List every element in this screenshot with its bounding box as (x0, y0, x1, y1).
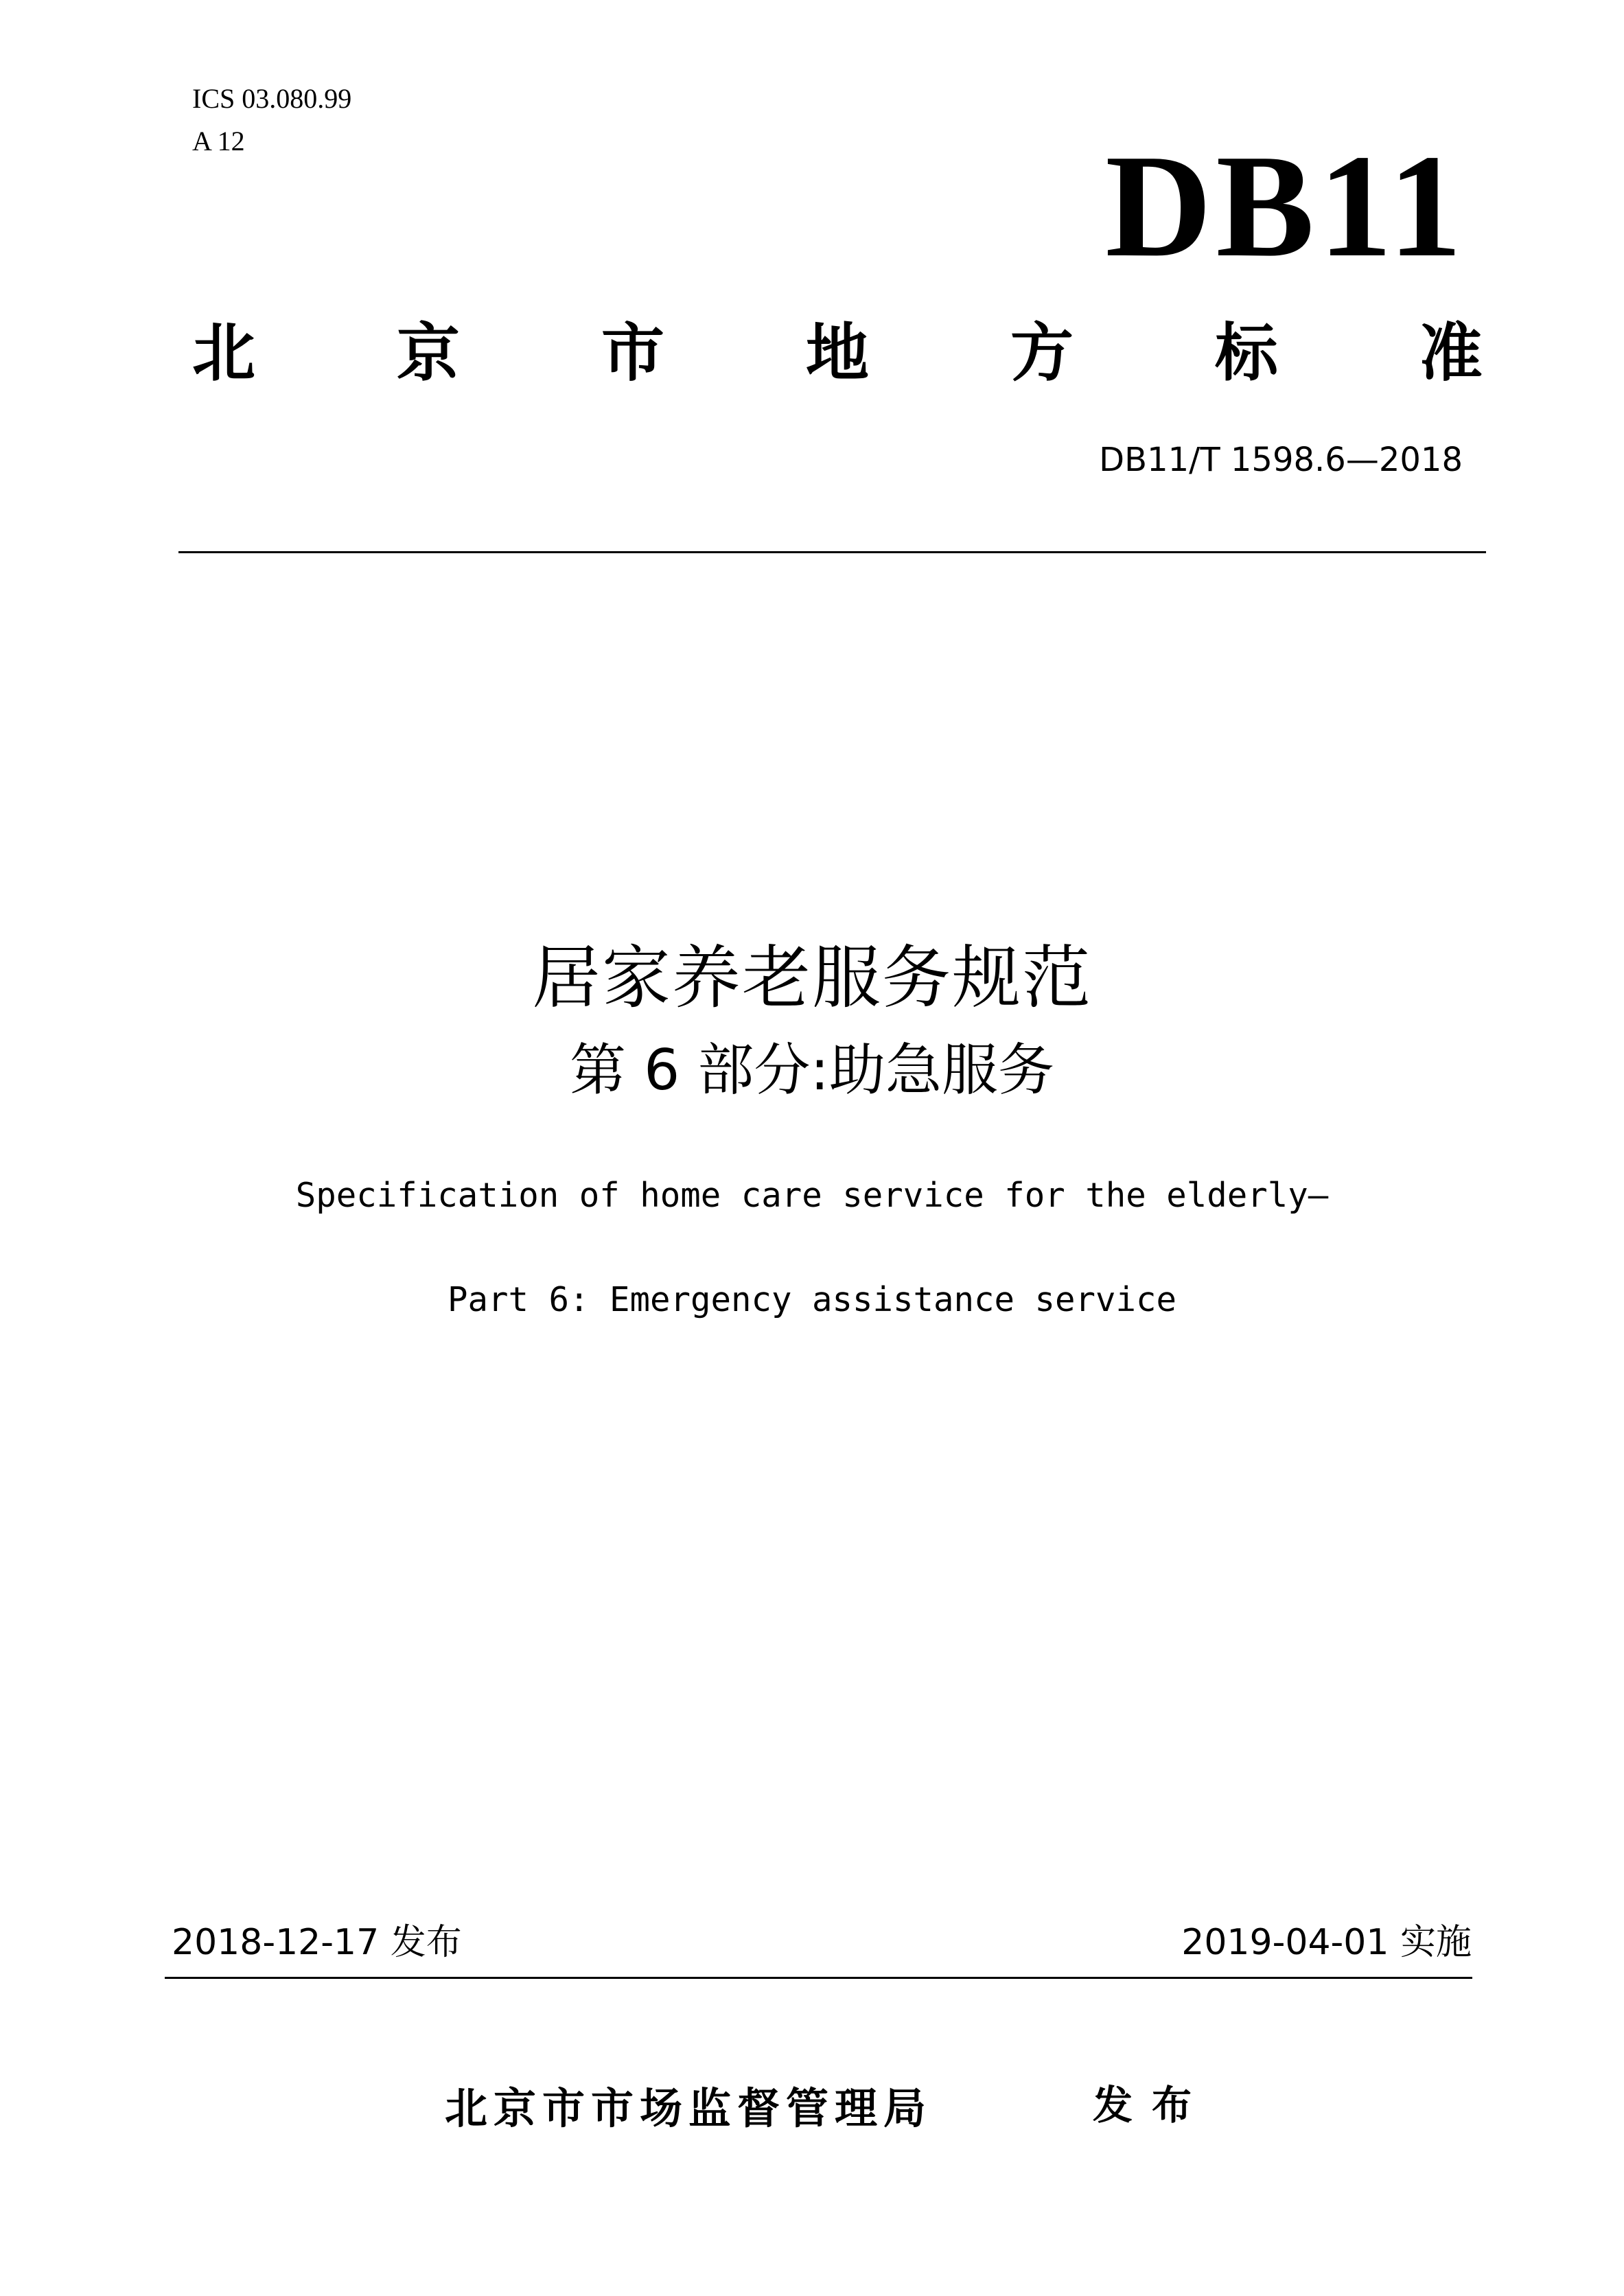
title-english: Specification of home care service for the elderly— (295, 1176, 1329, 1215)
issue-date: 2018-12-17 发布 (172, 1922, 462, 1963)
part-title-english: Part 6: Emergency assistance service (447, 1280, 1177, 1319)
category-char: 准 (1419, 316, 1483, 390)
publish-label: 发布 (1093, 2082, 1211, 2129)
category-char: 方 (1010, 316, 1074, 390)
header-divider (178, 551, 1486, 553)
title-chinese: 居家养老服务规范 (532, 938, 1092, 1018)
footer-divider (165, 1977, 1472, 1979)
category-char: 北 (192, 316, 256, 390)
part-title-chinese: 第 6 部分:助急服务 (570, 1038, 1054, 1103)
ics-code: ICS 03.080.99 (192, 83, 352, 114)
category-char: 京 (396, 316, 460, 390)
standard-number: DB11/T 1598.6—2018 (1099, 441, 1463, 479)
db11-logo: DB11 (1105, 124, 1466, 288)
ccs-code: A 12 (192, 126, 245, 156)
category-char: 标 (1214, 316, 1278, 390)
implementation-date: 2019-04-01 实施 (1181, 1922, 1472, 1963)
category-char: 市 (601, 316, 664, 390)
category-char: 地 (805, 316, 869, 390)
standard-category (192, 312, 1483, 395)
publisher-name: 北京市市场监督管理局 (445, 2083, 933, 2133)
